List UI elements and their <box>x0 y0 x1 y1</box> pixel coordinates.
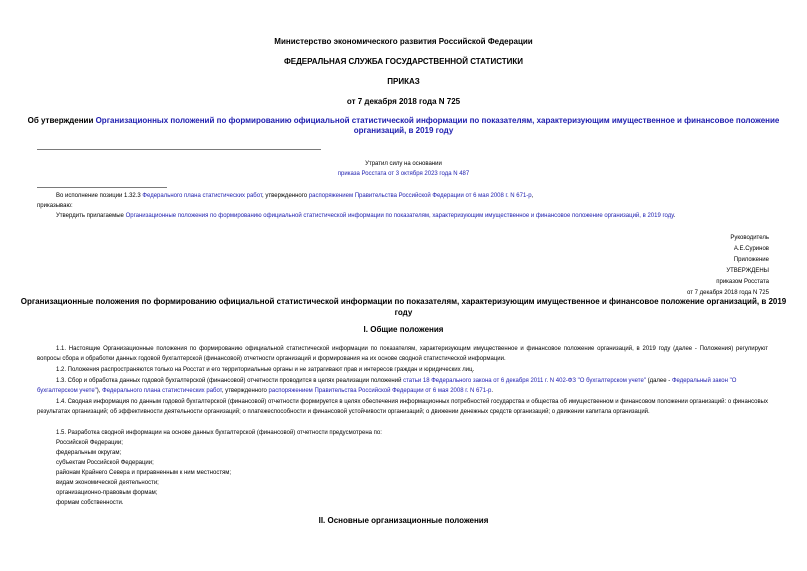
breakdown-list <box>56 438 231 508</box>
preamble-paragraph <box>37 191 768 201</box>
clause-1-1: 1.1. Настоящие Организационные положения по формированию официальной статистической информации по показателям, характеризующим имущественное и финансовое положение организаций, в 2019 году (далее - Положения) регулируют вопросы сбора и обработки данных годовой бухгалтерской (финансовой) отчетности организаций и формирования на их основе сводной статистической информации. <box>37 346 768 362</box>
approved-label: УТВЕРЖДЕНЫ <box>726 268 769 274</box>
approved-date: от 7 декабря 2018 года N 725 <box>687 290 769 296</box>
lost-force-note: Утратил силу на основании <box>365 161 442 167</box>
list-item: субъектам Российской Федерации; <box>56 460 154 466</box>
document-title <box>20 116 787 136</box>
lost-force-link[interactable]: приказа Росстата от 3 октября 2023 года N 487 <box>337 171 470 177</box>
list-item: организационно-правовым формам; <box>56 490 158 496</box>
clause-text: ), <box>96 388 103 394</box>
clause-text: . <box>491 388 494 394</box>
approve-text: Утвердить прилагаемые <box>56 213 126 219</box>
annex-title: Организационные положения по формированию официальной статистической информации по показателям, характеризующим имущественное и финансовое положение организаций, в 2019 году <box>20 297 787 317</box>
date-number-heading: от 7 декабря 2018 года N 725 <box>346 97 461 106</box>
government-order-link[interactable]: распоряжением Правительства Российской Федерации от 6 мая 2008 г. N 671-р <box>308 193 532 199</box>
order-word: приказываю: <box>37 203 73 209</box>
clause-1-3 <box>37 376 768 396</box>
title-link[interactable]: Организационных положений по формированию официальной статистической информации по показателям, характеризующим имущественное и финансовое положение организаций, в 2019 году <box>95 116 780 135</box>
signature-block <box>509 233 769 299</box>
clause-1-4: 1.4. Сводная информация по данным годовой бухгалтерской (финансовой) отчетности формируется в целях обеспечения информационных потребностей государства и общества об имущественном и финансовом положении организаций: о финансовых результатах организаций; об эффективности деятельности организаций; о платежеспособности и финансовой устойчивости организаций; о движении денежных средств организаций; о движении капитала организаций. <box>37 399 768 415</box>
preamble-text: , <box>531 193 534 199</box>
clause-text: 1.3. Сбор и обработка данных годовой бухгалтерской (финансовой) отчетности проводится в целях реализации положений <box>56 378 404 384</box>
divider-bottom <box>37 187 167 188</box>
government-order-link[interactable]: распоряжением Правительства Российской Федерации от 6 мая 2008 г. N 671-р <box>268 388 492 394</box>
approve-text: . <box>673 213 676 219</box>
clause-text: (далее - <box>645 378 672 384</box>
federal-plan-link[interactable]: Федерального плана статистических работ <box>102 388 222 394</box>
preamble-text: , утвержденного <box>262 193 309 199</box>
list-item: Российской Федерации; <box>56 440 123 446</box>
clause-1-5: 1.5. Разработка сводной информации на основе данных бухгалтерской (финансовой) отчетности предусмотрена по: <box>56 430 382 436</box>
clause-1-2: 1.2. Положения распространяются только на Росстат и его территориальные органы и не затрагивают прав и интересов граждан и юридических лиц. <box>56 367 475 373</box>
signer-role: Руководитель <box>730 235 769 241</box>
preamble-text: Во исполнение позиции 1.32.3 <box>56 193 143 199</box>
list-item: районам Крайнего Севера и приравненным к ним местностям; <box>56 470 232 476</box>
federal-plan-link[interactable]: Федерального плана статистических работ <box>142 193 263 199</box>
section-2-heading: II. Основные организационные положения <box>318 516 489 525</box>
approve-paragraph <box>37 211 768 221</box>
clause-text: , утвержденного <box>221 388 269 394</box>
approved-by: приказом Росстата <box>716 279 769 285</box>
appendix-label: Приложение <box>733 257 769 263</box>
article-18-link[interactable]: статьи 18 Федерального закона от 6 декабря 2011 г. N 402-ФЗ "О бухгалтерском учете" <box>403 378 646 384</box>
doc-type-heading: ПРИКАЗ <box>387 77 420 86</box>
list-item: федеральным округам; <box>56 450 122 456</box>
provisions-link[interactable]: Организационные положения по формированию официальной статистической информации по показателям, характеризующим имущественное и финансовое положение организаций, в 2019 году <box>125 213 674 219</box>
accounting-law-link[interactable]: Федеральный закон "О бухгалтерском учете" <box>37 378 737 394</box>
section-1-heading: I. Общие положения <box>363 325 444 334</box>
title-prefix: Об утверждении <box>27 116 96 125</box>
list-item: формам собственности. <box>56 500 124 506</box>
service-heading: ФЕДЕРАЛЬНАЯ СЛУЖБА ГОСУДАРСТВЕННОЙ СТАТИСТИКИ <box>283 57 524 66</box>
ministry-heading: Министерство экономического развития Российской Федерации <box>274 37 533 46</box>
divider-top <box>37 149 321 150</box>
signer-name: А.Е.Суринов <box>733 246 769 252</box>
list-item: видам экономической деятельности; <box>56 480 159 486</box>
